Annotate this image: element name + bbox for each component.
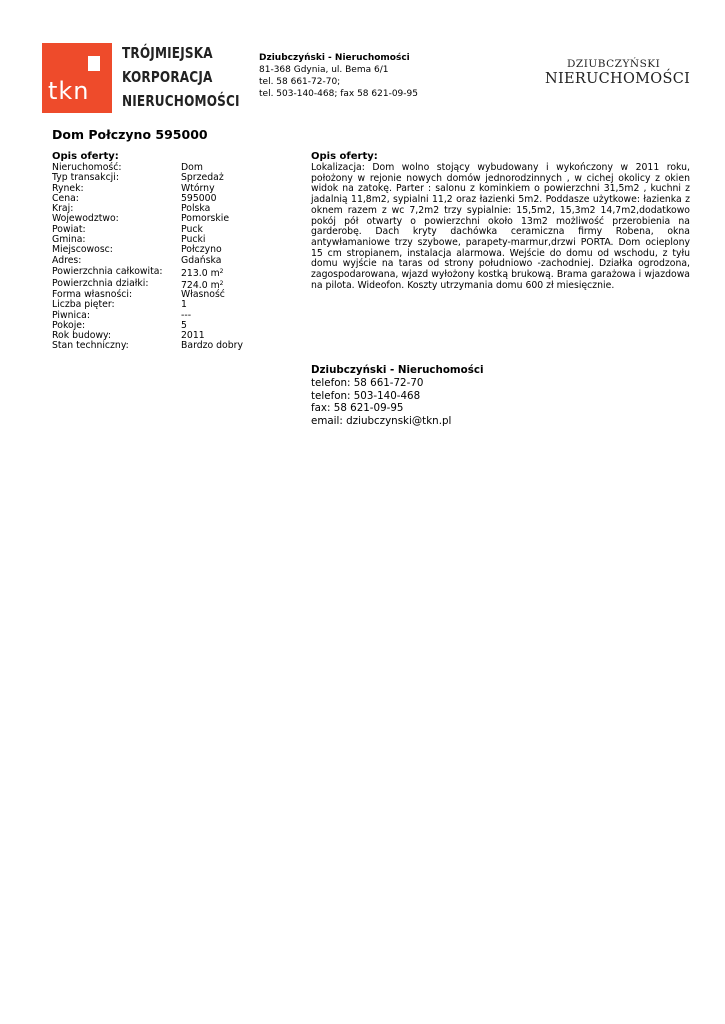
- detail-row: [52, 256, 302, 266]
- detail-value-text: Polska: [181, 203, 211, 215]
- detail-value-text: 724.0 m: [181, 279, 220, 291]
- detail-label: Powierzchnia działki:: [52, 277, 149, 289]
- detail-value-text: Gdańska: [181, 254, 222, 266]
- offer-description: [311, 151, 690, 291]
- detail-row: [52, 225, 302, 235]
- detail-value-text: Pucki: [181, 234, 206, 246]
- agency-name: Dziubczyński - Nieruchomości: [259, 53, 410, 63]
- tkn-logo-mark: [42, 43, 112, 113]
- detail-value-text: 2011: [181, 330, 205, 342]
- logo-wordmark: [122, 41, 240, 113]
- agency-header: [259, 52, 418, 100]
- detail-label: Pokoje:: [52, 319, 86, 331]
- detail-value-text: 5: [181, 319, 187, 331]
- logo-line-3: NIERUCHOMOŚCI: [122, 92, 240, 110]
- agency-tel-fax: tel. 503-140-468; fax 58 621-09-95: [259, 89, 418, 99]
- detail-row: [52, 311, 302, 321]
- logo-line-2: KORPORACJA: [122, 68, 213, 86]
- detail-label: Kraj:: [52, 203, 74, 215]
- detail-value-text: Własność: [181, 288, 225, 300]
- detail-label: Nieruchomość:: [52, 162, 122, 173]
- detail-value-text: 595000: [181, 192, 217, 204]
- detail-label: Liczba pięter:: [52, 299, 115, 311]
- detail-label: Typ transakcji:: [52, 172, 119, 184]
- detail-label: Cena:: [52, 192, 79, 204]
- detail-value-text: 1: [181, 299, 187, 311]
- detail-label: Rynek:: [52, 182, 84, 194]
- detail-row: [52, 214, 302, 224]
- detail-row: [52, 341, 302, 351]
- contact-name: Dziubczyński - Nieruchomości: [311, 364, 484, 376]
- detail-label: Forma własności:: [52, 288, 133, 300]
- detail-label: Piwnica:: [52, 309, 91, 321]
- details-list: [52, 163, 302, 352]
- detail-value-text: Wtórny: [181, 182, 215, 194]
- detail-label: Stan techniczny:: [52, 340, 129, 352]
- brand-logo: [545, 58, 705, 88]
- brand-line-1: DZIUBCZYŃSKI: [567, 58, 661, 70]
- brand-line-2: NIERUCHOMOŚCI: [545, 71, 691, 87]
- logo-square-icon: [88, 56, 100, 71]
- detail-row: [52, 194, 302, 204]
- detail-label: Powiat:: [52, 223, 86, 235]
- offer-details: [52, 151, 302, 352]
- detail-value-text: Bardzo dobry: [181, 340, 243, 352]
- detail-value-text: 213.0 m: [181, 267, 220, 279]
- detail-value: [181, 256, 221, 266]
- logo-line-1: TRÓJMIEJSKA: [122, 44, 213, 62]
- agency-tel: tel. 58 661-72-70;: [259, 77, 341, 87]
- detail-label: Gmina:: [52, 234, 86, 246]
- page-title: Dom Połczyno 595000: [52, 127, 208, 142]
- detail-row: [52, 184, 302, 194]
- description-heading: Opis oferty:: [311, 151, 378, 162]
- detail-value: [181, 268, 223, 279]
- agency-address: 81-368 Gdynia, ul. Bema 6/1: [259, 65, 389, 75]
- detail-label: Adres:: [52, 254, 82, 266]
- detail-row: [52, 266, 302, 278]
- detail-value-text: Dom: [181, 162, 203, 173]
- unit-superscript: 2: [219, 267, 224, 275]
- contact-fax: fax: 58 621-09-95: [311, 402, 404, 415]
- detail-value: [181, 280, 223, 291]
- detail-label: Miejscowosc:: [52, 244, 113, 256]
- detail-value-text: Pomorskie: [181, 213, 230, 225]
- contact-block: [311, 364, 483, 428]
- detail-value: [181, 341, 243, 351]
- detail-label: Powierzchnia całkowita:: [52, 265, 163, 277]
- detail-label: Rok budowy:: [52, 330, 112, 342]
- contact-email[interactable]: email: dziubczynski@tkn.pl: [311, 415, 452, 428]
- detail-label: Wojewodztwo:: [52, 213, 119, 225]
- unit-superscript: 2: [219, 279, 224, 287]
- detail-value: [181, 290, 225, 300]
- detail-row: [52, 173, 302, 183]
- contact-phone-2: telefon: 503-140-468: [311, 389, 421, 402]
- detail-value-text: Połczyno: [181, 244, 222, 256]
- logo-mark-text: tkn: [48, 77, 90, 105]
- detail-row: [52, 245, 302, 255]
- detail-value-text: ---: [181, 309, 192, 321]
- contact-phone-1: telefon: 58 661-72-70: [311, 376, 424, 389]
- details-heading: Opis oferty:: [52, 151, 119, 162]
- detail-value-text: Sprzedaż: [181, 172, 224, 184]
- description-text: Lokalizacja: Dom wolno stojący wybudowany i wykończony w 2011 roku, położony w rejonie nowych domów jednorodzinnych , w cichej okolicy z okien widok na zatokę. Parter : salonu z kominkiem o powierzchni 31,5m2 , kuchni z jadalnią 11,8m2, sypialni 11,2 oraz łazienki 5m2. Poddasze użytkowe: łazienka z oknem razem z wc 7,2m2 trzy sypialnie: 15,5m2, 15,3m2 14,7m2,dodatkowo pokój pół otwarty o powierzchni około 13m2 możliwość przerobienia na garderobę. Dach kryty dachówka ceramiczna firmy Robena, okna antywłamaniowe trzy szybowe, parapety-marmur,drzwi PORTA. Dom ocieplony 15 cm stropianem, instalacja alarmowa. Wejście do domu od wschodu, z tyłu domu wyjście na taras od strony południowo -zachodniej. Działka ogrodzona, zagospodarowana, wjazd wyłożony kostką brukową. Brama garażowa i wjazdowa na pilota. Wideofon. Koszty utrzymania domu 600 zł miesięcznie.: [311, 162, 690, 291]
- detail-value-text: Puck: [181, 223, 203, 235]
